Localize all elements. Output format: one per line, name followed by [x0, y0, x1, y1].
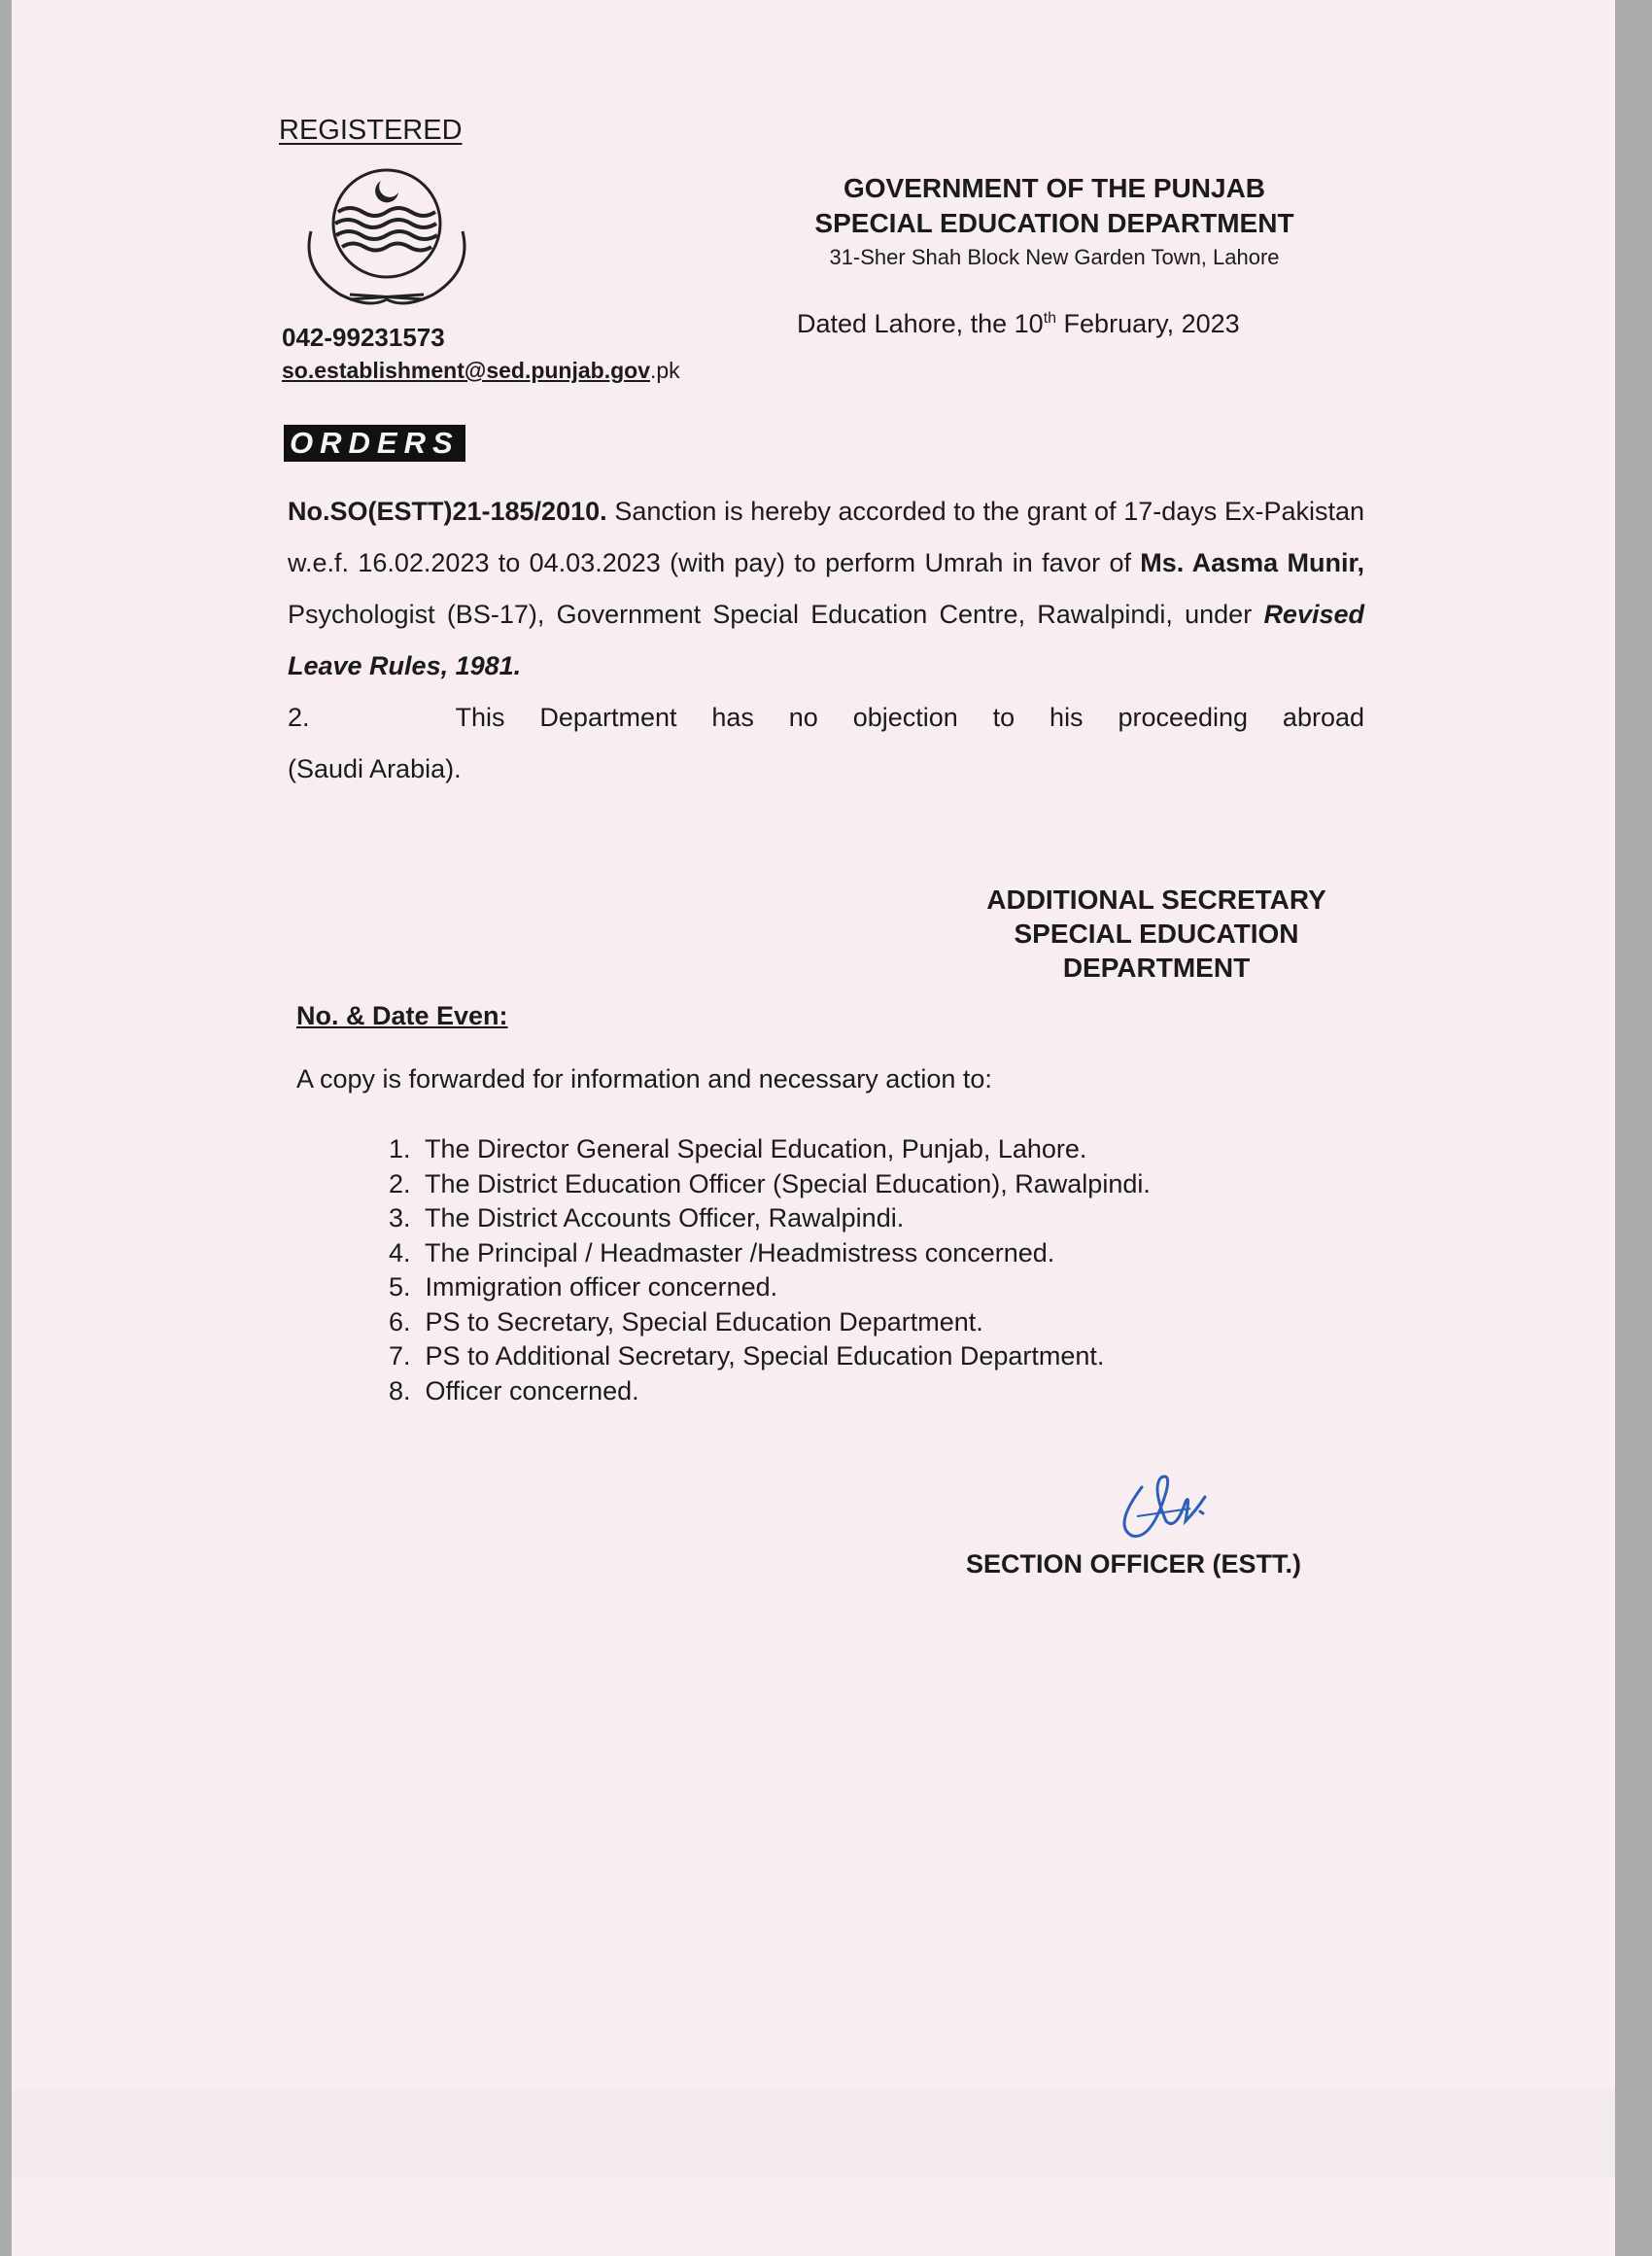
item-number: 1.: [389, 1134, 411, 1163]
item-text: Immigration officer concerned.: [425, 1272, 778, 1302]
date-suffix: February, 2023: [1056, 309, 1240, 338]
reference-number: No.SO(ESTT)21-185/2010.: [288, 497, 607, 526]
item-number: 7.: [389, 1341, 411, 1371]
list-item: [389, 1270, 1151, 1305]
list-item: [389, 1167, 1151, 1202]
paragraph-1-text-b: Psychologist (BS-17), Government Special Education Centre, Rawalpindi, under: [288, 600, 1264, 629]
email-link[interactable]: so.establishment@sed.punjab.gov: [282, 358, 650, 383]
item-number: 8.: [389, 1375, 411, 1406]
date-prefix: Dated Lahore, the 10: [797, 309, 1044, 338]
signatory-line: ADDITIONAL SECRETARY: [986, 885, 1326, 915]
orders-heading: ORDERS: [284, 425, 465, 462]
item-text: PS to Additional Secretary, Special Education Department.: [425, 1341, 1105, 1371]
order-body: [288, 486, 1364, 795]
department-title: SPECIAL EDUCATION DEPARTMENT: [814, 208, 1294, 238]
phone-number: 042-99231573: [282, 323, 445, 352]
paragraph-1: [288, 486, 1364, 692]
list-item: [389, 1236, 1151, 1271]
date-line: [797, 309, 1240, 339]
list-item: [389, 1305, 1151, 1340]
item-text: The Principal / Headmaster /Headmistress concerned.: [425, 1237, 1055, 1267]
paragraph-2: [288, 692, 1364, 744]
paragraph-2-number: 2.: [288, 703, 310, 732]
copy-forwarded-text: A copy is forwarded for information and necessary action to:: [296, 1064, 992, 1093]
paragraph-2-text: This Department has no objection to his proceeding abroad: [455, 703, 1364, 732]
list-item: [389, 1132, 1151, 1167]
handwritten-signature: [1103, 1458, 1239, 1545]
date-sup: th: [1043, 310, 1057, 327]
paragraph-1-text-a: Sanction is hereby accorded to the grant of 17-days Ex-Pakistan w.e.f. 16.02.2023 to 04.03.2023 (with pay) to perform Umrah in favor of: [288, 497, 1364, 577]
government-title: GOVERNMENT OF THE PUNJAB: [843, 173, 1266, 203]
signatory-line: DEPARTMENT: [1062, 953, 1251, 983]
registered-label: REGISTERED: [279, 115, 463, 146]
paragraph-2-continued: (Saudi Arabia).: [288, 754, 462, 783]
rules-reference: Revised Leave Rules, 1981.: [288, 600, 1364, 680]
item-number: 6.: [389, 1306, 411, 1336]
email-address[interactable]: [282, 358, 680, 384]
item-text: The District Accounts Officer, Rawalpindi.: [425, 1203, 905, 1232]
list-item: [389, 1374, 1151, 1409]
list-item: [389, 1201, 1151, 1236]
item-number: 5.: [389, 1272, 411, 1302]
item-text: PS to Secretary, Special Education Department.: [425, 1306, 983, 1336]
signatory-line: SPECIAL EDUCATION: [1014, 919, 1299, 949]
item-number: 4.: [389, 1237, 411, 1267]
item-text: The Director General Special Education, Punjab, Lahore.: [425, 1134, 1087, 1163]
email-suffix: .pk: [650, 358, 680, 383]
list-item: [389, 1339, 1151, 1374]
item-text: The District Education Officer (Special Education), Rawalpindi.: [425, 1168, 1151, 1198]
additional-secretary-signatory: [933, 883, 1380, 985]
recipient-list: [389, 1132, 1151, 1408]
punjab-emblem-logo: [292, 163, 482, 309]
item-number: 2.: [389, 1168, 411, 1198]
employee-name: Ms. Aasma Munir,: [1140, 548, 1364, 577]
item-number: 3.: [389, 1203, 411, 1232]
item-text: Officer concerned.: [425, 1375, 639, 1406]
section-officer-signatory: SECTION OFFICER (ESTT.): [966, 1549, 1302, 1579]
no-date-even-label: No. & Date Even:: [296, 1001, 508, 1030]
department-address: 31-Sher Shah Block New Garden Town, Lahore: [829, 245, 1280, 269]
